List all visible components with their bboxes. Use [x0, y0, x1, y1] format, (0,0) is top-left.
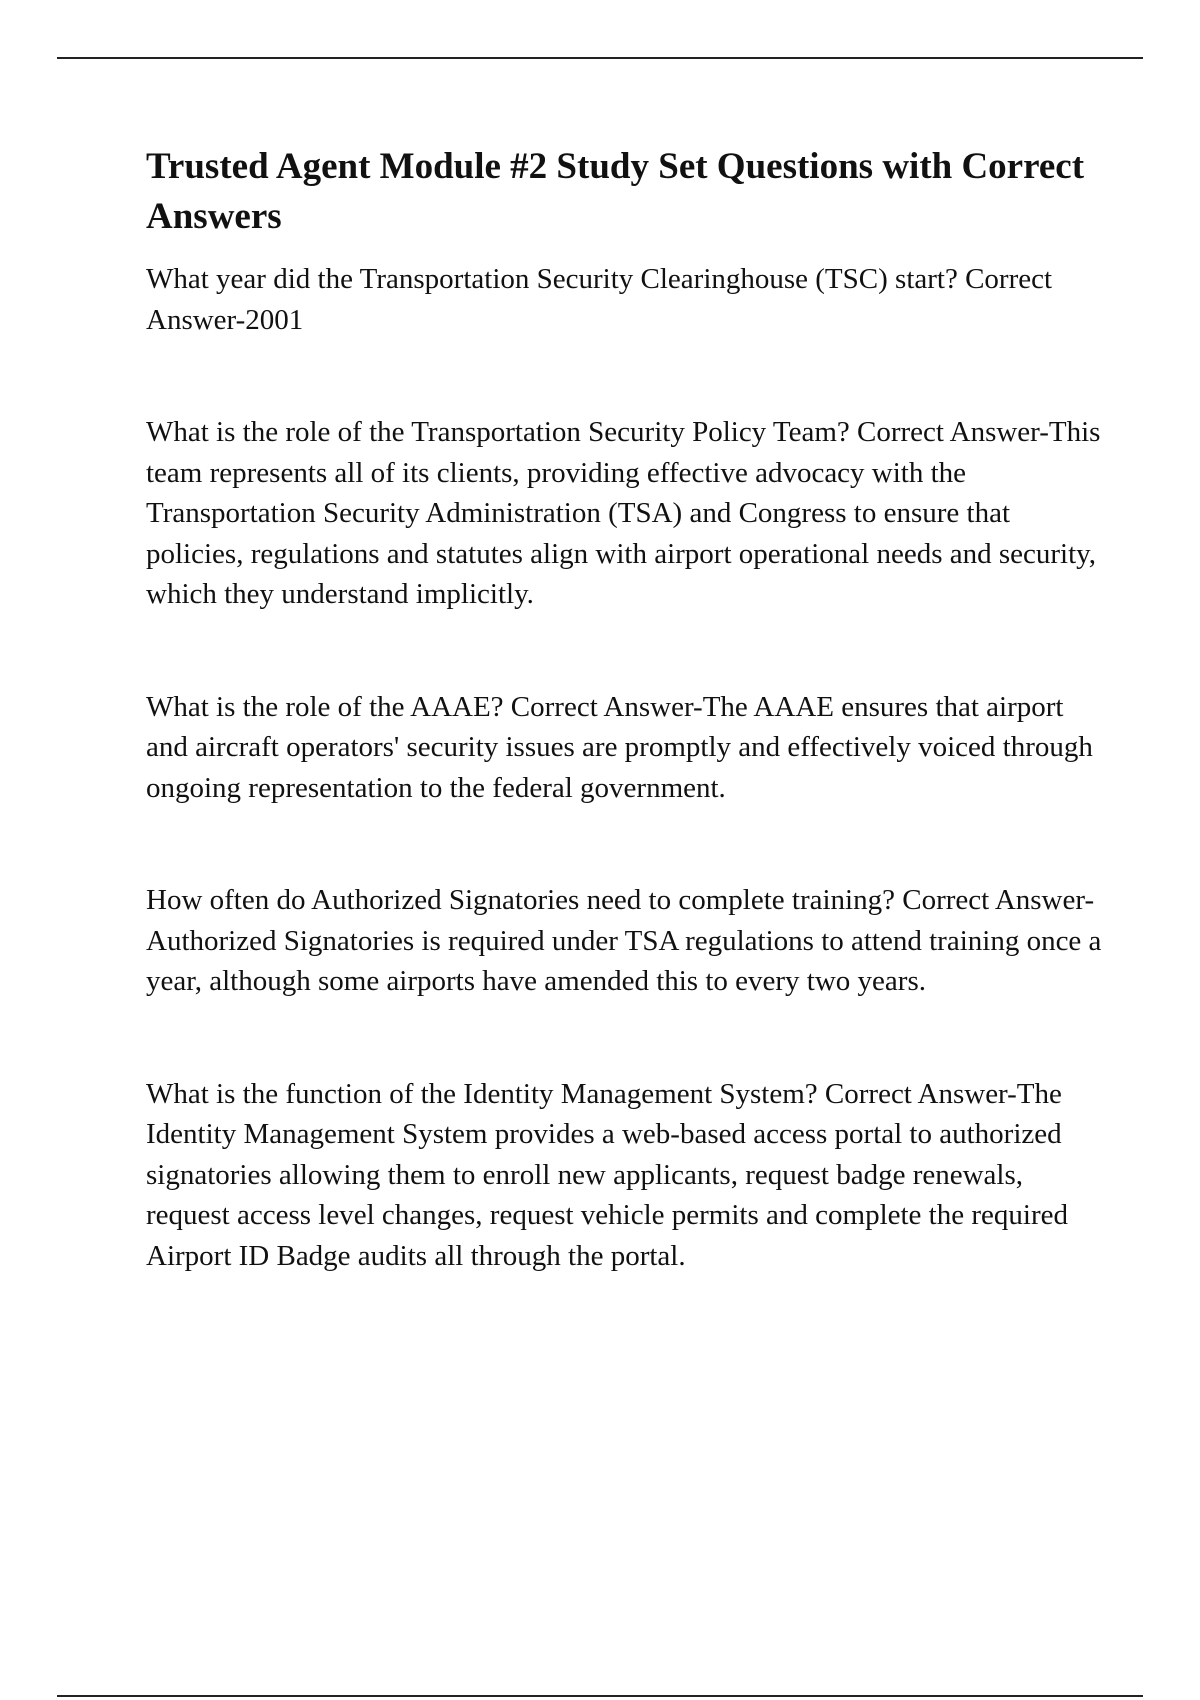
qa-item: What is the role of the Transportation Security Policy Team? Correct Answer-This team represents all of its clients, providing effective advocacy with the Transportation Security Administration (TSA) and Congress to ensure that policies, regulations and statutes align with airport operational needs and security, which they understand implicitly. — [146, 416, 1101, 610]
bottom-rule — [57, 1695, 1143, 1697]
top-rule — [57, 57, 1143, 59]
qa-item: What year did the Transportation Security Clearinghouse (TSC) start? Correct Answer-2001 — [146, 263, 1053, 336]
qa-item: What is the function of the Identity Management System? Correct Answer-The Identity Management System provides a web-based access portal to authorized signatories allowing them to enroll new applicants, request badge renewals, request access level changes, request vehicle permits and complete the required Airport ID Badge audits all through the portal. — [146, 1077, 1068, 1272]
qa-item: What is the role of the AAAE? Correct Answer-The AAAE ensures that airport and aircraft operators' security issues are promptly and effectively voiced through ongoing representation to the federal government. — [146, 690, 1093, 804]
qa-item: How often do Authorized Signatories need to complete training? Correct Answer-Authorized Signatories is required under TSA regulations to attend training once a year, although some airports have amended this to every two years. — [146, 884, 1102, 997]
document-title: Trusted Agent Module #2 Study Set Questions with Correct Answers — [146, 146, 1085, 237]
document-body — [146, 142, 1106, 1276]
